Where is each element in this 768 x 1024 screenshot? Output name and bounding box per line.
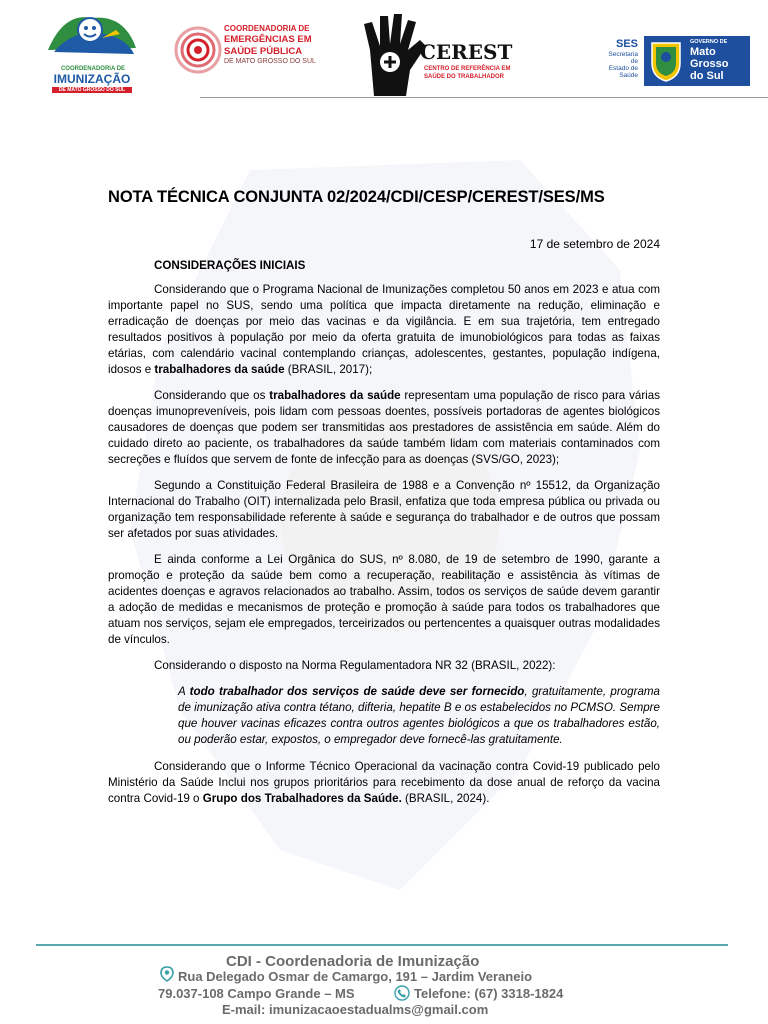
- document-body: [108, 180, 660, 817]
- cerest-line2: SAÚDE DO TRABALHADOR: [424, 74, 504, 80]
- footer-phone: Telefone: (67) 3318-1824: [414, 986, 564, 1001]
- cesp-line3: SAÚDE PÚBLICA: [224, 46, 303, 57]
- ses-line2: de: [630, 58, 638, 65]
- section-heading: CONSIDERAÇÕES INICIAIS: [154, 259, 306, 272]
- paragraph-3: Segundo a Constituição Federal Brasileira de 1988 e a Convenção nº 15512, da Organização Internacional do Trabalho (OIT) internalizada pelo Brasil, enfatiza que toda empresa pública ou privada ou organização tem responsabilidade referente à saúde e segurança do trabalhador e de outros que possam ser afetados por suas atividades.: [108, 479, 660, 540]
- footer-rule: [36, 944, 728, 946]
- paragraph-2-text-a: Considerando que os: [154, 389, 270, 402]
- paragraph-1: [108, 282, 660, 378]
- cdi-mascot-icon: [44, 8, 140, 66]
- cerest-line1: CENTRO DE REFERÊNCIA EM: [424, 66, 511, 72]
- paragraph-6-text-a: Considerando que o Informe Técnico Operacional da vacinação contra Covid-19 publicado pelo Ministério da Saúde Inclui nos grupos prioritários para recebimento da dose anual de reforço da vacina contra Covid-19 o: [108, 760, 660, 805]
- ses-line3: Estado de: [608, 65, 638, 72]
- gov-line2: Mato: [690, 46, 716, 58]
- gov-line1: GOVERNO DE: [690, 39, 728, 45]
- letterhead: [0, 0, 768, 100]
- paragraph-5: Considerando o disposto na Norma Regulamentadora NR 32 (BRASIL, 2022):: [154, 659, 556, 672]
- cdi-logo-line1: COORDENADORIA DE: [60, 66, 126, 72]
- cesp-logo: [174, 20, 334, 100]
- footer-address: Rua Delegado Osmar de Camargo, 191 – Jardim Veraneio: [178, 969, 533, 984]
- document-title: NOTA TÉCNICA CONJUNTA 02/2024/CDI/CESP/CEREST/SES/MS: [108, 188, 605, 206]
- quote-text-c: , gratuitamente, programa de imunização ativa contra tétano, difteria, hepatite B e os estabelecidos no PCMSO. Sempre que houver vacinas eficazes contra outros agentes biológicos a que os trabalhadores estão, ou poderão estar, expostos, o empregador deve fornecê-las gratuitamente.: [178, 685, 660, 746]
- ses-line4: Saúde: [619, 72, 638, 79]
- quote-text-a: A: [178, 685, 190, 698]
- document-date: 17 de setembro de 2024: [529, 237, 660, 251]
- quote-bold: todo trabalhador dos serviços de saúde deve ser fornecido: [189, 685, 525, 698]
- cesp-line1: COORDENADORIA DE: [224, 24, 310, 33]
- paragraph-1-text-a: Considerando que o Programa Nacional de Imunizações completou 50 anos em 2023 e atua com importante papel no SUS, sendo uma política que impacta diretamente na redução, eliminação e erradicação de doenças por meio das vacinas e da vigilância. E em sua trajetória, tem entregado resultados positivos à população por meio da oferta gratuita de imunobiológicos para todas as faixas etárias, com calendário vacinal contemplando crianças, adolescentes, gestantes, população indígena, idosos e: [108, 283, 660, 376]
- footer-email: E-mail: imunizacaoestadualms@gmail.com: [222, 1002, 489, 1017]
- cerest-logo: [360, 10, 522, 96]
- paragraph-6: [108, 759, 660, 807]
- gov-line3: Grosso: [690, 58, 729, 70]
- cdi-logo-line2: IMUNIZAÇÃO: [53, 72, 131, 86]
- paragraph-2: [108, 388, 660, 468]
- governo-ms-logo: [644, 36, 750, 86]
- paragraph-1-bold: trabalhadores da saúde: [154, 363, 285, 376]
- gov-line4: do Sul: [690, 70, 724, 82]
- header-rule: [200, 97, 768, 98]
- cdi-logo: [44, 8, 140, 96]
- footer-city: 79.037-108 Campo Grande – MS: [158, 986, 355, 1001]
- footer: [0, 935, 768, 1024]
- ses-abbr: SES: [615, 38, 638, 50]
- cesp-line2: EMERGÊNCIAS EM: [224, 34, 312, 45]
- nr32-quote: [178, 684, 660, 748]
- paragraph-6-text-c: (BRASIL, 2024).: [401, 792, 490, 805]
- paragraph-6-bold: Grupo dos Trabalhadores da Saúde.: [202, 792, 402, 805]
- coat-of-arms-icon: [648, 39, 684, 83]
- cerest-name: CEREST: [420, 40, 513, 64]
- cesp-line4: DE MATO GROSSO DO SUL: [224, 58, 316, 65]
- footer-org: CDI - Coordenadoria de Imunização: [226, 953, 480, 970]
- cesp-target-icon: [174, 20, 222, 80]
- ses-logo: [584, 38, 644, 88]
- paragraph-2-text-c: representam uma população de risco para várias doenças imunopreveníveis, pois lidam com pessoas doentes, possíveis portadoras de agentes biológicos causadores de doenças que podem ser transmitidas aos prestadores de assistência em saúde. Além do cuidado direto ao paciente, os trabalhadores da saúde também lidam com materiais contaminados com secreções e fluídos que servem de fonte de infecção para as doenças (SVS/GO, 2023);: [108, 389, 661, 466]
- paragraph-1-text-c: (BRASIL, 2017);: [284, 363, 373, 376]
- cdi-logo-line3: DE MATO GROSSO DO SUL: [52, 87, 132, 93]
- paragraph-4: E ainda conforme a Lei Orgânica do SUS, nº 8.080, de 19 de setembro de 1990, garante a promoção e proteção da saúde bem como a recuperação, reabilitação e assistência às vítimas de acidentes doenças e agravos relacionados ao trabalho. Assim, todos os serviços de saúde devem garantir a adoção de medidas e mecanismos de proteção e promoção à saúde para todos os trabalhadores que atuam nos serviços, sejam ele empregados, terceirizados ou pertencentes a quaisquer outras modalidades de vínculos.: [108, 553, 660, 646]
- phone-icon: [394, 985, 410, 1001]
- location-pin-icon: [160, 966, 174, 982]
- ses-line1: Secretaria: [608, 51, 638, 58]
- paragraph-2-bold: trabalhadores da saúde: [269, 389, 401, 402]
